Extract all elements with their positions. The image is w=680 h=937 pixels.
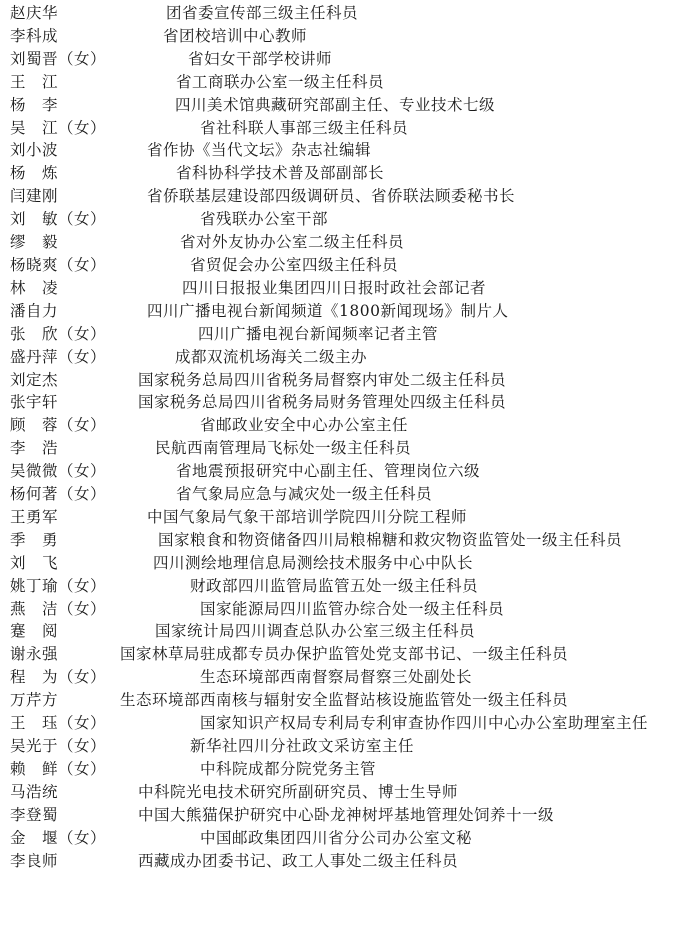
person-name: 吴光于（女） — [10, 737, 107, 755]
person-position: 民航西南管理局飞标处一级主任科员 — [155, 439, 412, 458]
person-position: 中科院成都分院党务主管 — [200, 759, 377, 778]
list-item — [10, 575, 672, 598]
person-position: 国家知识产权局专利局专利审查协作四川中心办公室助理室主任 — [200, 714, 649, 733]
list-item — [10, 391, 672, 414]
person-position: 新华社四川分社政文采访室主任 — [190, 737, 415, 755]
list-item — [10, 437, 672, 460]
person-position: 省妇女干部学校讲师 — [188, 49, 333, 68]
person-position: 省团校培训中心教师 — [163, 26, 308, 45]
list-item — [10, 117, 672, 140]
person-position: 省邮政业安全中心办公室主任 — [200, 416, 409, 435]
person-name: 顾 蓉（女） — [10, 416, 107, 435]
person-position: 团省委宣传部三级主任科员 — [166, 4, 359, 22]
person-name: 李良师 — [10, 851, 59, 870]
list-item — [10, 689, 672, 712]
person-position: 省作协《当代文坛》杂志社编辑 — [147, 141, 372, 160]
person-name: 杨 李 — [10, 95, 59, 114]
person-name: 李科成 — [10, 26, 59, 45]
person-name: 王 江 — [10, 72, 59, 91]
person-position: 省对外友协办公室二级主任科员 — [180, 233, 405, 252]
person-position: 成都双流机场海关二级主办 — [175, 347, 368, 366]
person-position: 国家税务总局四川省税务局督察内审处二级主任科员 — [138, 370, 507, 389]
list-item — [10, 414, 672, 437]
list-item — [10, 254, 672, 277]
person-name: 赵庆华 — [10, 4, 59, 22]
person-name: 张 欣（女） — [10, 324, 107, 343]
list-item — [10, 48, 672, 71]
person-position: 生态环境部西南督察局督察三处副处长 — [200, 668, 473, 687]
person-name: 林 凌 — [10, 278, 59, 297]
person-position: 省工商联办公室一级主任科员 — [176, 72, 385, 91]
person-name: 程 为（女） — [10, 668, 107, 687]
person-position: 省社科联人事部三级主任科员 — [200, 118, 409, 137]
person-position: 中国大熊猫保护研究中心卧龙神树坪基地管理处饲养十一级 — [138, 805, 555, 824]
list-item — [10, 277, 672, 300]
person-name: 李登蜀 — [10, 805, 59, 824]
person-position: 省气象局应急与减灾处一级主任科员 — [176, 485, 433, 504]
person-name: 万芹方 — [10, 691, 59, 710]
person-position: 国家林草局驻成都专员办保护监管处党支部书记、一级主任科员 — [120, 645, 569, 664]
list-item — [10, 94, 672, 117]
list-item — [10, 643, 672, 666]
person-name: 刘 敏（女） — [10, 210, 107, 229]
person-position: 省科协科学技术普及部副部长 — [176, 164, 385, 183]
list-item — [10, 758, 672, 781]
person-name: 杨晓爽（女） — [10, 255, 107, 274]
person-position: 中科院光电技术研究所副研究员、博士生导师 — [138, 782, 459, 801]
person-position: 财政部四川监管局监管五处一级主任科员 — [190, 576, 479, 595]
list-item — [10, 620, 672, 643]
list-item — [10, 506, 672, 529]
list-item — [10, 162, 672, 185]
person-position: 西藏成办团委书记、政工人事处二级主任科员 — [138, 851, 459, 870]
person-position: 省侨联基层建设部四级调研员、省侨联法顾委秘书长 — [147, 187, 516, 206]
list-item — [10, 804, 672, 827]
list-item — [10, 850, 672, 873]
person-name: 季 勇 — [10, 530, 59, 549]
person-name: 蹇 阅 — [10, 622, 59, 641]
list-item — [10, 300, 672, 323]
list-item — [10, 185, 672, 208]
person-position: 省地震预报研究中心副主任、管理岗位六级 — [176, 462, 481, 481]
list-item — [10, 483, 672, 506]
person-name: 刘定杰 — [10, 370, 59, 389]
person-name: 金 堰（女） — [10, 828, 107, 847]
person-name: 闫建刚 — [10, 187, 59, 206]
person-position: 省残联办公室干部 — [200, 210, 329, 229]
person-position: 国家粮食和物资储备四川局粮棉糖和救灾物资监管处一级主任科员 — [158, 530, 623, 549]
person-name: 马浩统 — [10, 782, 59, 801]
person-position: 四川日报报业集团四川日报时政社会部记者 — [182, 278, 487, 297]
list-item — [10, 529, 672, 552]
person-position: 国家统计局四川调查总队办公室三级主任科员 — [155, 622, 476, 641]
list-item — [10, 712, 672, 735]
person-name: 杨 炼 — [10, 164, 59, 183]
list-item — [10, 231, 672, 254]
person-name: 燕 洁（女） — [10, 599, 107, 618]
list-item — [10, 598, 672, 621]
person-position: 四川测绘地理信息局测绘技术服务中心中队长 — [153, 553, 474, 572]
list-item — [10, 781, 672, 804]
person-name: 王 珏（女） — [10, 714, 107, 733]
person-name: 杨何著（女） — [10, 485, 107, 504]
person-name: 吴 江（女） — [10, 118, 107, 137]
person-name: 张宇轩 — [10, 393, 59, 412]
list-item — [10, 71, 672, 94]
person-name: 潘自力 — [10, 301, 59, 320]
person-name: 吴微微（女） — [10, 462, 107, 481]
list-item — [10, 139, 672, 162]
person-name: 谢永强 — [10, 645, 59, 664]
person-name: 李 浩 — [10, 439, 59, 458]
list-item — [10, 208, 672, 231]
person-name: 缪 毅 — [10, 233, 59, 252]
person-name: 盛丹萍（女） — [10, 347, 107, 366]
person-position: 中国邮政集团四川省分公司办公室文秘 — [200, 828, 473, 847]
person-position: 四川广播电视台新闻频道《1800新闻现场》制片人 — [147, 301, 509, 320]
person-position: 四川美术馆典藏研究部副主任、专业技术七级 — [175, 95, 496, 114]
person-position: 省贸促会办公室四级主任科员 — [190, 255, 399, 274]
person-name: 王勇军 — [10, 507, 59, 526]
list-item — [10, 735, 672, 758]
person-name: 刘蜀晋（女） — [10, 49, 107, 68]
list-item — [10, 323, 672, 346]
person-name: 赖 鲜（女） — [10, 759, 107, 778]
person-position: 中国气象局气象干部培训学院四川分院工程师 — [147, 507, 468, 526]
person-position: 生态环境部西南核与辐射安全监督站核设施监管处一级主任科员 — [120, 691, 569, 710]
person-name: 刘小波 — [10, 141, 59, 160]
person-position: 国家能源局四川监管办综合处一级主任科员 — [200, 599, 505, 618]
person-name: 刘 飞 — [10, 553, 59, 572]
list-item — [10, 2, 672, 25]
list-item — [10, 25, 672, 48]
list-item — [10, 460, 672, 483]
list-item — [10, 666, 672, 689]
person-position: 四川广播电视台新闻频率记者主管 — [198, 324, 439, 343]
list-item — [10, 552, 672, 575]
person-position: 国家税务总局四川省税务局财务管理处四级主任科员 — [138, 393, 507, 412]
list-item — [10, 369, 672, 392]
list-item — [10, 827, 672, 850]
list-item — [10, 346, 672, 369]
person-name: 姚丁瑜（女） — [10, 576, 107, 595]
